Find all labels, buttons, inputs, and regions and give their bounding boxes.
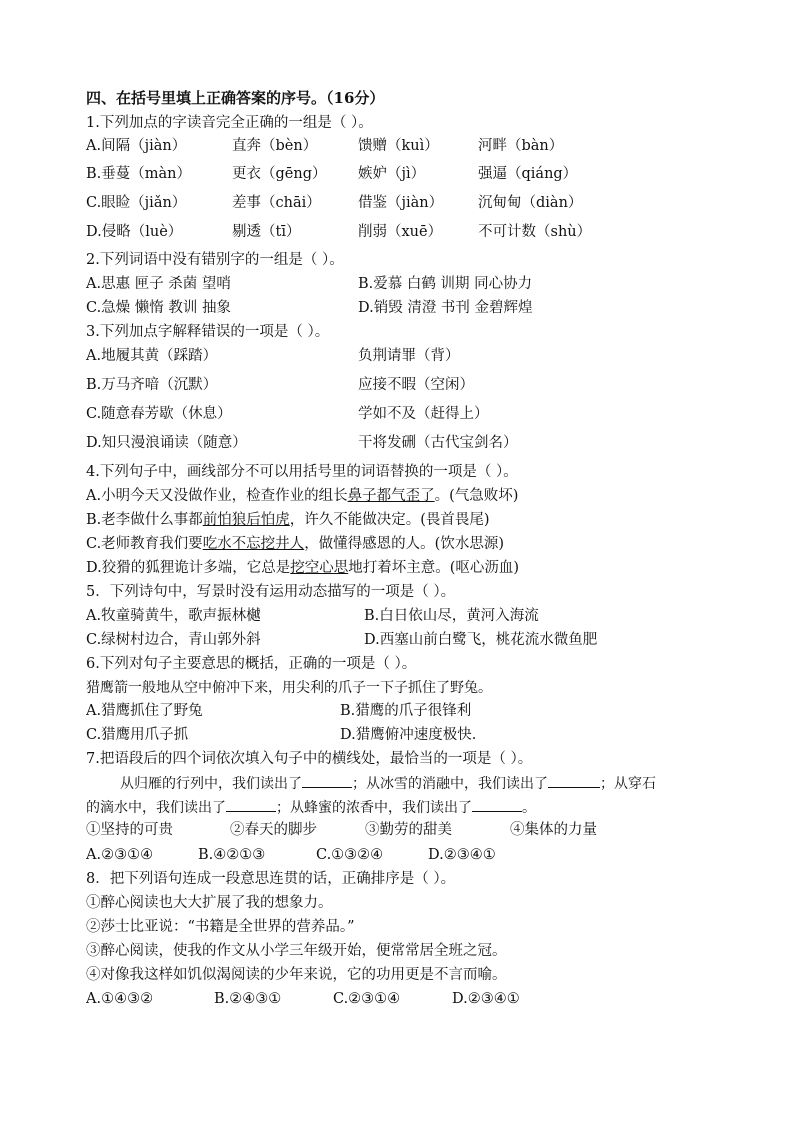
q7-option-c: C.①③②④: [316, 847, 384, 863]
q8-option-a: A.①④③②: [86, 991, 154, 1007]
q4-a-post: 。(气急败坏): [434, 488, 519, 504]
q1-d-2: 剔透（tī）: [232, 224, 301, 240]
q1-stem: 1.下列加点的字读音完全正确的一组是（ ）。: [86, 115, 373, 131]
q1-d-4: 不可计数（shù）: [478, 224, 592, 240]
q7-blank-1: [302, 773, 352, 788]
q7-p2a: 的滴水中，我们读出了: [86, 800, 226, 816]
q8-item-4: ④对像我这样如饥似渴阅读的少年来说，它的功用更是不言而喻。: [86, 967, 507, 983]
q7-option-a: A.②③①④: [86, 847, 154, 863]
q4-c: [86, 534, 504, 554]
q1-a-4: 河畔（bàn）: [478, 138, 564, 154]
q3-stem: 3.下列加点字解释错误的一项是（ ）。: [86, 324, 330, 340]
q7-p2b: ；从蜂蜜的浓香中，我们读出了: [276, 800, 472, 816]
q6-stem: 6.下列对句子主要意思的概括，正确的一项是（ ）。: [86, 656, 417, 672]
q4-b-underlined: 前怕狼后怕虎: [202, 512, 290, 528]
q3-a-1: A.地履其黄（踩踏）: [86, 348, 218, 364]
q7-blank-3: [226, 797, 276, 812]
q2-b: B.爱慕 白鹤 训期 同心协力: [358, 276, 533, 292]
q4-a-underlined: 鼻子都气歪了: [347, 488, 435, 504]
q3-c-2: 学如不及（赶得上）: [358, 406, 489, 422]
q3-b-2: 应接不暇（空闲）: [358, 377, 474, 393]
q4-b-pre: B.老李做什么事都: [86, 512, 203, 528]
q7-option-d: D.②③④①: [428, 847, 496, 863]
q7-word-3: ③勤劳的甜美: [365, 822, 452, 838]
q1-b-4: 强逼（qiáng）: [478, 166, 578, 182]
q8-option-d: D.②③④①: [452, 991, 520, 1007]
q7-word-2: ②春天的脚步: [230, 822, 317, 838]
q8-option-c: C.②③①④: [333, 991, 401, 1007]
q7-option-b: B.④②①③: [198, 847, 266, 863]
q6-b: B.猎鹰的爪子很锋利: [340, 703, 472, 719]
q4-b-post: ，许久不能做决定。(畏首畏尾): [289, 512, 490, 528]
q1-b-2: 更衣（gēng）: [232, 166, 327, 182]
q3-b-1: B.万马齐喑（沉默）: [86, 377, 218, 393]
q2-d: D.销毁 清澄 书刊 金碧辉煌: [358, 300, 533, 316]
q7-stem: 7.把语段后的四个词依次填入句子中的横线处，最恰当的一项是（ ）。: [86, 751, 533, 767]
q8-item-3: ③醉心阅读，使我的作文从小学三年级开始，便常常居全班之冠。: [86, 943, 507, 959]
q1-d-3: 削弱（xuē）: [358, 224, 443, 240]
q2-stem: 2.下列词语中没有错别字的一组是（ ）。: [86, 252, 344, 268]
q4-b: [86, 510, 490, 530]
q1-c-3: 借鉴（jiàn）: [358, 195, 444, 211]
q4-d: [86, 558, 519, 578]
q2-c: C.急燥 懒惰 教训 抽象: [86, 300, 232, 316]
q1-c-1: C.眼睑（jiǎn）: [86, 195, 187, 211]
q7-word-4: ④集体的力量: [510, 822, 597, 838]
q1-a-1: A.间隔（jiàn）: [86, 138, 187, 154]
q4-d-pre: D.狡猾的狐狸诡计多端，它总是: [86, 560, 291, 576]
q5-stem: 5．下列诗句中，写景时没有运用动态描写的一项是（ ）。: [86, 584, 456, 600]
q4-d-post: 地打着坏主意。(呕心沥血): [348, 560, 520, 576]
q6-a: A.猎鹰抓住了野兔: [86, 703, 203, 719]
q7-p1a: 从归雁的行列中，我们读出了: [120, 776, 302, 792]
q6-c: C.猎鹰用爪子抓: [86, 727, 189, 743]
q7-passage-line1: [120, 773, 656, 794]
q1-c-2: 差事（chāi）: [232, 195, 321, 211]
q7-p1b: ；从冰雪的消融中，我们读出了: [352, 776, 548, 792]
q1-b-1: B.垂蔓（màn）: [86, 166, 191, 182]
q3-d-1: D.知只漫浪诵读（随意）: [86, 435, 247, 451]
q1-d-1: D.侵略（luè）: [86, 224, 183, 240]
q3-d-2: 干将发硎（古代宝剑名）: [358, 435, 518, 451]
q8-item-2: ②莎士比亚说：“书籍是全世界的营养品。”: [86, 919, 355, 935]
q4-c-post: ，做懂得感恩的人。(饮水思源): [304, 536, 505, 552]
q8-item-1: ①醉心阅读也大大扩展了我的想象力。: [86, 895, 333, 911]
q8-stem: 8．把下列语句连成一段意思连贯的话，正确排序是（ ）。: [86, 871, 456, 887]
q5-d: D.西塞山前白鹭飞，桃花流水微鱼肥: [364, 632, 598, 648]
q3-c-1: C.随意春芳歇（休息）: [86, 406, 232, 422]
q8-option-b: B.②④③①: [214, 991, 282, 1007]
q2-a: A.思惠 匣子 杀菌 望哨: [86, 276, 231, 292]
q3-a-2: 负荆请罪（背）: [358, 348, 460, 364]
q6-d: D.猎鹰俯冲速度极快.: [340, 727, 477, 743]
section-title: 四、在括号里填上正确答案的序号。（16分）: [86, 89, 385, 107]
q7-blank-4: [472, 797, 522, 812]
q7-passage-line2: [86, 797, 536, 818]
q4-c-underlined: 吃水不忘挖井人: [202, 536, 305, 552]
q6-sentence: 猎鹰箭一般地从空中俯冲下来，用尖利的爪子一下子抓住了野兔。: [86, 680, 492, 696]
q4-stem: 4.下列句子中，画线部分不可以用括号里的词语替换的一项是（ ）。: [86, 464, 518, 480]
q7-blank-2: [548, 773, 600, 788]
q5-c: C.绿树村边合，青山郭外斜: [86, 632, 261, 648]
q7-p1c: ；从穿石: [600, 776, 656, 792]
q1-a-2: 直奔（bèn）: [232, 138, 318, 154]
q4-c-pre: C.老师教育我们要: [86, 536, 203, 552]
q5-b: B.白日依山尽，黄河入海流: [364, 608, 539, 624]
q1-b-3: 嫉妒（jì）: [358, 166, 426, 182]
q4-d-underlined: 挖空心思: [290, 560, 349, 576]
q5-a: A.牧童骑黄牛，歌声振林樾: [86, 608, 261, 624]
q4-a-pre: A.小明今天又没做作业，检查作业的组长: [86, 488, 348, 504]
q7-word-1: ①坚持的可贵: [86, 822, 173, 838]
q1-c-4: 沉甸甸（diàn）: [478, 195, 583, 211]
q4-a: [86, 486, 518, 506]
q7-p2c: 。: [522, 800, 536, 816]
q1-a-3: 馈赠（kuì）: [358, 138, 439, 154]
